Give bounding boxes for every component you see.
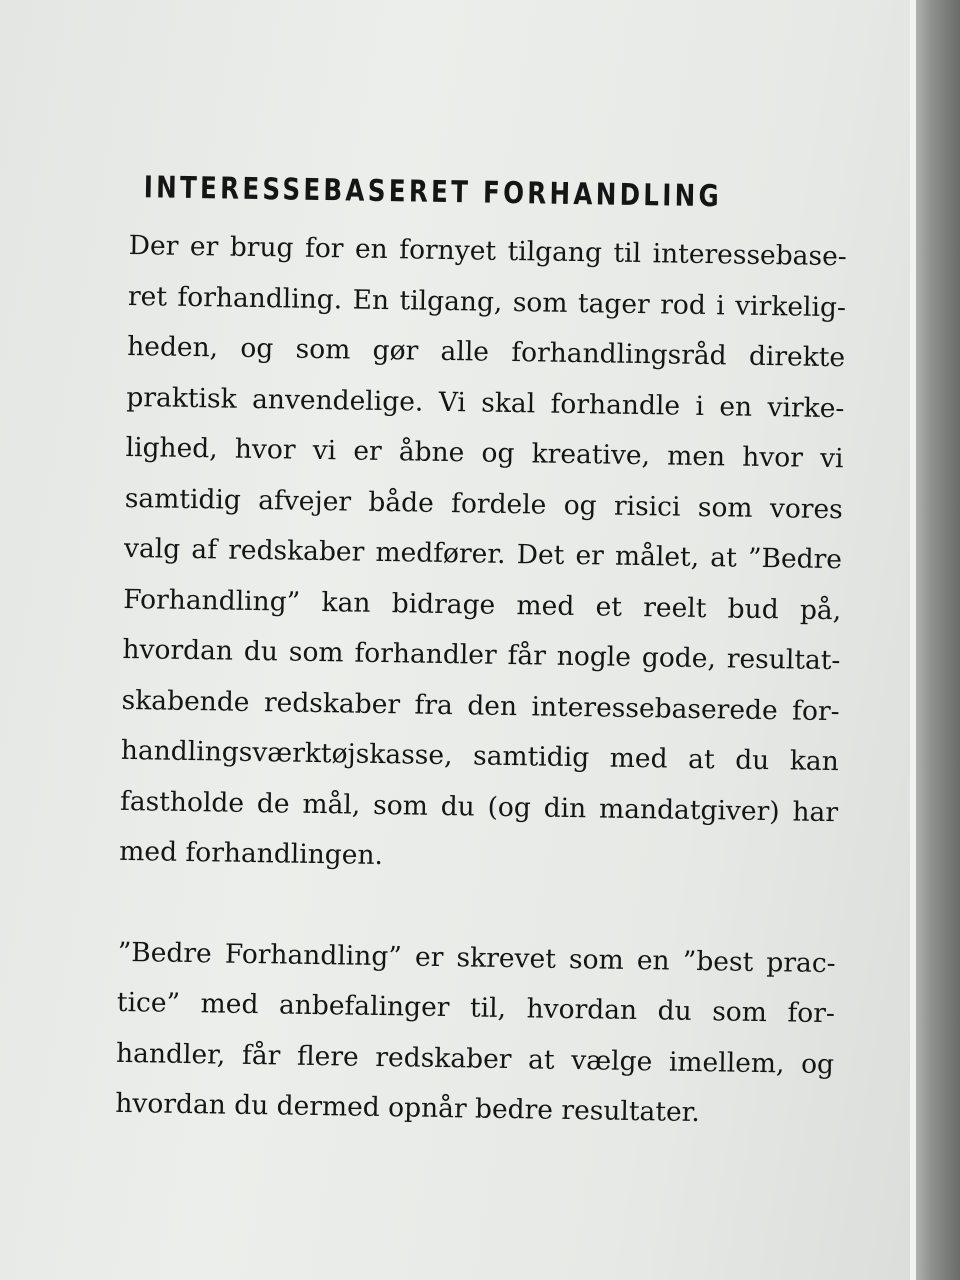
text-line: ret forhandling. En tilgang, som tager rod i virkelig- bbox=[127, 280, 847, 323]
text-line: praktisk anvendelige. Vi skal forhandle i en virke- bbox=[126, 381, 845, 424]
text-line: ”Bedre Forhandling” er skrevet som en ”best prac- bbox=[117, 936, 836, 979]
text-block bbox=[115, 170, 848, 1141]
text-line: heden, og som gør alle forhandlingsråd direkte bbox=[126, 330, 846, 374]
text-line: handlingsværktøjskasse, samtidig med at du kan bbox=[120, 734, 840, 778]
text-line: handler, får flere redskaber at vælge imellem, og bbox=[115, 1037, 835, 1080]
text-line: fastholde de mål, som du (og din mandatgiver) har bbox=[119, 785, 839, 828]
page-edge bbox=[910, 0, 916, 1280]
text-line: tice” med anbefalinger til, hvordan du som for- bbox=[116, 986, 836, 1030]
text-line: Der er brug for en fornyet tilgang til interessebase- bbox=[128, 229, 847, 273]
paragraph-2 bbox=[115, 927, 836, 1140]
text-line: skabende redskaber fra den interessebaserede for- bbox=[121, 684, 840, 727]
text-line: samtidig afvejer både fordele og risici som vores bbox=[124, 482, 844, 525]
text-line: hvordan du dermed opnår bedre resultater. bbox=[115, 1087, 701, 1129]
section-heading: INTERESSEBASERET FORHANDLING bbox=[143, 170, 723, 215]
paragraph-1 bbox=[119, 221, 847, 889]
text-line: med forhandlingen. bbox=[119, 835, 384, 872]
text-line: valg af redskaber medfører. Det er målet, at ”Bedre bbox=[123, 532, 843, 576]
text-line: hvordan du som forhandler får nogle gode, resultat- bbox=[122, 633, 841, 677]
text-line: Forhandling” kan bidrage med et reelt bud på, bbox=[123, 583, 842, 626]
page-edge-shadow bbox=[912, 0, 960, 1280]
text-line: lighed, hvor vi er åbne og kreative, men hvor vi bbox=[125, 431, 844, 475]
